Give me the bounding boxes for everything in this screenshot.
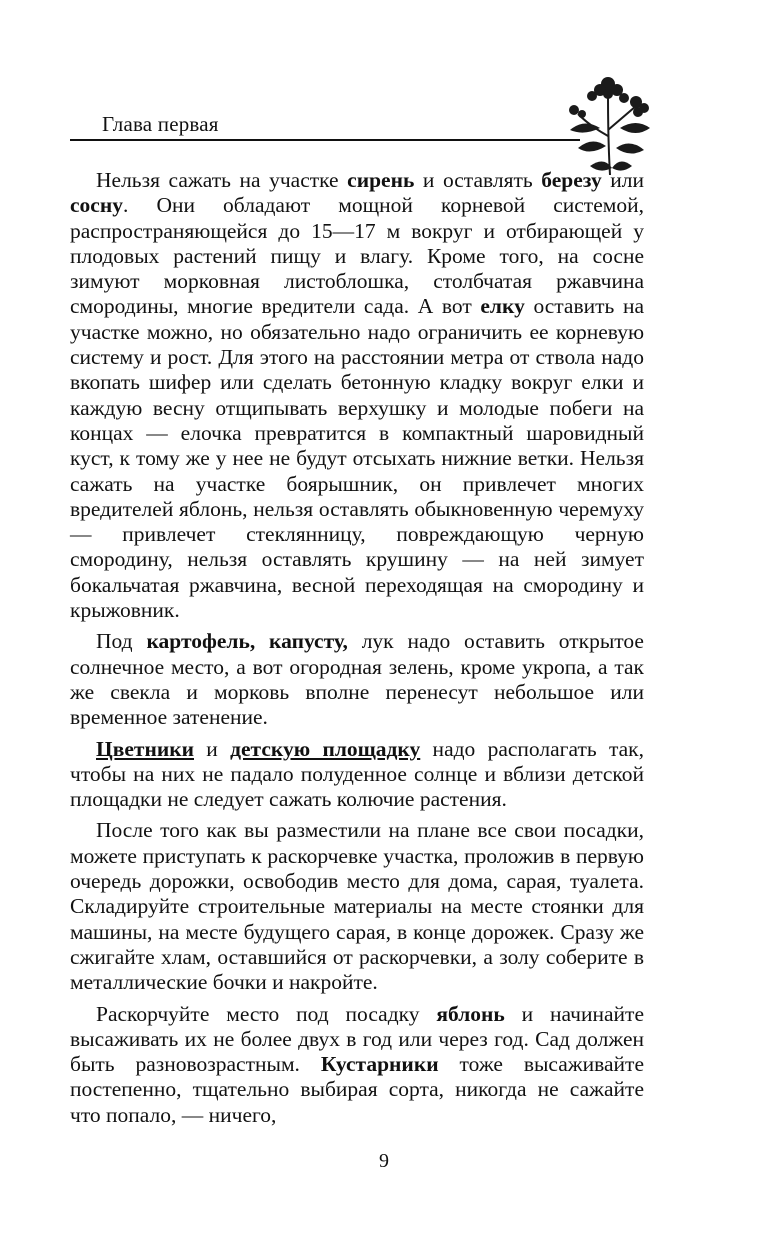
paragraph-text: . Они обладают мощной корневой системой, распространяющейся до 15—17 м вокруг и отбирающей у плодовых растений пищу и влагу. Кроме того, на сосне зимуют морковная листоблошка, столбчатая ржавчина смородины, многие вредители сада. А вот (70, 193, 644, 319)
chapter-title: Глава первая (102, 112, 219, 136)
paragraph-text: надо располагать так, чтобы на них не падало полуденное солнце и вблизи детской площадки не следует сажать колючие растения. (70, 736, 644, 812)
paragraph (70, 818, 644, 995)
paragraph-text: или (601, 168, 645, 192)
emphasized-term: детскую площадку (230, 736, 421, 761)
paragraph-text: оставить на участке можно, но обязательно надо ограничить ее корневую систему и рост. Для этого на расстоянии метра от ствола надо вкопать шифер или сделать бетонную кладку вокруг елки и каждую весну отщипывать верхушку и молодые побеги на концах — елочка превратится в компактный шаровидный куст, к тому же у нее не будут отсыхать нижние ветки. Нельзя сажать на участке боярышник, он привлечет многих вредителей яблонь, нельзя оставлять обыкновенную черемуху — привлечет стеклянницу, повреждающую черную смородину, нельзя оставлять крушину — на ней зимует бокальчатая ржавчина, весной переходящая на смородину и крыжовник. (70, 294, 645, 623)
emphasized-term: сосну (70, 193, 123, 218)
paragraph (70, 1002, 644, 1128)
paragraph-text: Под (96, 629, 147, 654)
header-rule (70, 139, 580, 141)
paragraph-text: Раскорчуйте место под посадку (96, 1001, 437, 1026)
paragraph (70, 629, 644, 730)
paragraph-text: и оставлять (414, 168, 542, 192)
running-header (70, 112, 580, 140)
paragraph-text: После того как вы разместили на плане все свои посадки, можете приступать к раскорчевке участка, проложив в первую очередь дорожки, освободив место для дома, сарая, туалета. Складируйте строительные материалы на месте стоянки для машины, на месте будущего сарая, в конце дорожек. Сразу же сжигайте хлам, оставшийся от раскорчевки, а золу соберите в металлические бочки и накройте. (70, 818, 644, 995)
paragraph-text: и (194, 736, 231, 761)
emphasized-term: елку (480, 294, 525, 319)
paragraph-text: лук надо оставить открытое солнечное место, а вот огородная зелень, кроме укропа, а так же свекла и морковь вполне перенесут небольшое или временное затенение. (70, 629, 644, 730)
paragraph-text: Нельзя сажать на участке (96, 168, 348, 192)
page-number: 9 (379, 1150, 389, 1172)
paragraph (70, 737, 644, 813)
flower-sprig-icon (560, 70, 660, 180)
emphasized-term: картофель, капусту, (146, 629, 348, 654)
emphasized-term: Цветники (96, 736, 194, 761)
body-text (70, 168, 644, 1134)
paragraph (70, 168, 644, 623)
paragraph-text: и начинайте высаживать их не более двух в год или через год. Сад должен быть разновозрастным. (70, 1001, 644, 1077)
paragraph-text: тоже высаживайте постепенно, тщательно выбирая сорта, никогда не сажайте что попало, — ничего, (70, 1052, 644, 1127)
emphasized-term: сирень (347, 168, 415, 192)
emphasized-term: яблонь (436, 1001, 505, 1026)
emphasized-term: Кустарники (320, 1052, 439, 1077)
emphasized-term: березу (541, 168, 602, 192)
